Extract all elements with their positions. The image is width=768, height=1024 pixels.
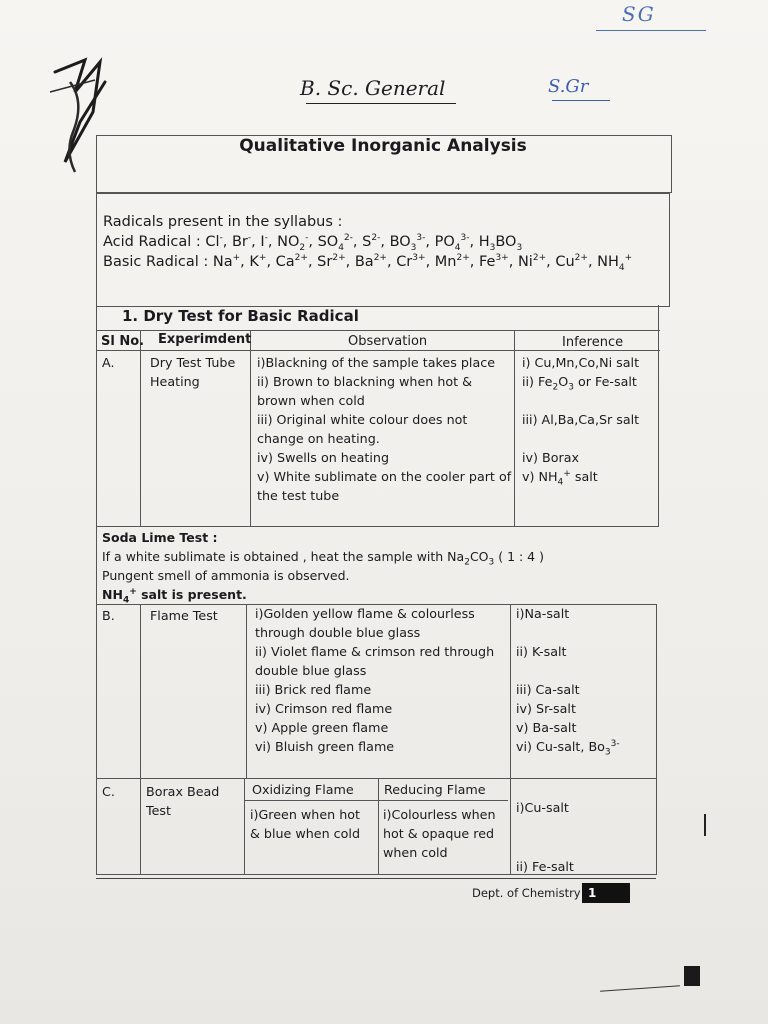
text-line: Soda Lime Test : [102,530,218,545]
text-line: If a white sublimate is obtained , heat the sample with $Na_2CO_3$ ( 1 : 4 ) [102,549,544,568]
header-inference: Inference [562,335,624,350]
row-c-inference-1: i)Cu-salt [516,800,569,815]
basic-radical-label: Basic Radical : [103,254,213,270]
oxidizing-flame-header: Oxidizing Flame [252,782,354,797]
section-heading: 1. Dry Test for Basic Radical [122,307,359,325]
radical-ion: $SO_4^{2-}$ [317,233,353,253]
text-line: v) Apple green flame [255,720,389,735]
text-line [516,661,620,680]
table-rule [96,305,97,875]
table-rule [246,604,247,778]
radical-ion: Br- [231,233,252,250]
table-rule [140,330,141,526]
table-rule [250,330,251,526]
table-rule [244,800,508,801]
soda-lime-test [102,528,544,604]
radical-ion: $H_3BO_3$ [478,234,523,253]
text-line: $NH_4^+$ salt is present. [102,586,247,606]
text-line: v) Ba-salt [516,720,577,735]
pen-mark [600,985,680,992]
text-line: v) White sublimate on the cooler part of [257,469,512,484]
text-line: i) Cu,Mn,Co,Ni salt [522,355,640,370]
text-line [522,391,639,410]
row-c-experiment [146,782,219,820]
acid-radical-label: Acid Radical : [103,234,206,250]
radical-ion: K+ [249,253,267,270]
handwritten-underline [552,100,610,101]
text-line: ii) Violet flame & crimson red through [255,644,495,659]
footer-department: Dept. of Chemistry [472,886,581,900]
document-title: Qualitative Inorganic Analysis [239,136,527,156]
basic-radical-list: Na+, K+, $Ca^{2+}$, $Sr^{2+}$, $Ba^{2+}$, $Cr^{3+}$, $Mn^{2+}$, $Fe^{3+}$, $Ni^{2+}$, $Cu^{2+}$, $NH_4^+$ [212,253,633,273]
pen-mark [704,814,706,836]
row-b-experiment [150,606,218,625]
text-line: double blue glass [255,663,367,678]
radical-ion: I- [260,233,268,250]
handwritten-signature: S.Gr [548,76,589,97]
radical-ion: $PO_4^{3-}$ [434,233,470,253]
radical-ion: $Cr^{3+}$ [396,253,426,270]
text-line: iii) Al,Ba,Ca,Sr salt [522,412,640,427]
text-line: the test tube [257,488,340,503]
radical-ion: Cl- [205,233,223,250]
table-rule [244,778,245,874]
text-line: through double blue glass [255,625,421,640]
table-rule [514,330,515,526]
row-b-inference [516,604,620,756]
binder-clip-mark [684,966,700,986]
radical-ion: $Ni^{2+}$ [517,253,547,270]
row-a-observation [257,353,511,505]
handwritten-course-title: B. Sc. General [300,76,446,100]
footer-rule [96,878,656,879]
radical-ion: $Sr^{2+}$ [317,253,346,270]
table-rule [510,604,511,874]
radical-ion: Na+ [212,253,241,270]
radical-ion: $S^{2-}$ [362,233,381,250]
text-line: i)Colourless when [383,807,496,822]
table-rule [658,305,659,527]
table-rule [378,778,379,874]
text-line: i)Green when hot [250,807,361,822]
radical-ion: $NO_2^-$ [277,233,309,253]
radical-ion: $Fe^{3+}$ [478,253,509,270]
text-line: iii) Brick red flame [255,682,372,697]
text-line [522,429,639,448]
row-a-sl: A. [102,355,115,370]
text-line: iv) Crimson red flame [255,701,393,716]
handwritten-underline [306,103,456,104]
row-b-sl: B. [102,608,115,623]
row-c-inference-2: ii) Fe-salt [516,859,574,874]
text-line: vi) Cu-salt, $Bo_3^{3-}$ [516,738,620,758]
table-rule [140,604,141,874]
text-line: Dry Test Tube [150,355,236,370]
radical-ion: $BO_3^{3-}$ [389,233,426,253]
text-line: vi) Bluish green flame [255,739,395,754]
basic-radical-line [103,252,632,272]
text-line: iv) Borax [522,450,579,465]
text-line: v) $NH_4^+$ salt [522,468,598,488]
header-observation: Observation [348,334,428,349]
text-line: Heating [150,374,200,389]
header-sl-no: Sl No. [101,334,145,349]
radical-ion: $Cu^{2+}$ [555,253,588,270]
radical-ion: $Ba^{2+}$ [354,253,387,270]
text-line: iii) Ca-salt [516,682,580,697]
row-c-sl: C. [102,784,115,799]
row-a-experiment [150,353,235,391]
radical-ion: $Mn^{2+}$ [434,253,470,270]
row-c-oxidizing [250,805,360,843]
text-line: Flame Test [150,608,218,623]
text-line: Borax Bead [146,784,220,799]
text-line: Test [146,803,171,818]
text-line [516,623,620,642]
text-line: ii) $Fe_2O_3$ or Fe-salt [522,374,637,393]
text-line: ii) K-salt [516,644,567,659]
table-rule [96,526,658,527]
acid-radical-list: Cl-, Br-, I-, $NO_2^-$, $SO_4^{2-}$, $S^{2-}$, $BO_3^{3-}$, $PO_4^{3-}$, $H_3BO_3$ [205,233,523,253]
handwritten-underline [596,30,706,31]
text-line: i)Golden yellow flame & colourless [255,606,475,621]
handwritten-initials-top: SG [622,2,656,26]
text-line: brown when cold [257,393,365,408]
text-line: Pungent smell of ammonia is observed. [102,568,350,583]
text-line: & blue when cold [250,826,360,841]
table-rule [96,778,656,779]
header-experiment: Experimdent [158,332,252,347]
text-line: iii) Original white colour does not [257,412,468,427]
text-line: change on heating. [257,431,380,446]
text-line: iv) Sr-salt [516,701,576,716]
row-c-reducing [383,805,496,862]
text-line: i)Na-salt [516,606,570,621]
page-number: 1 [582,883,630,903]
text-line: when cold [383,845,448,860]
row-a-inference [522,353,639,486]
reducing-flame-header: Reducing Flame [384,782,486,797]
syllabus-heading: Radicals present in the syllabus : [103,214,343,230]
text-line: i)Blackning of the sample takes place [257,355,496,370]
radical-ion: $Ca^{2+}$ [275,253,308,270]
radical-ion: $NH_4^+$ [597,253,633,273]
row-b-observation [255,604,494,756]
text-line: iv) Swells on heating [257,450,389,465]
acid-radical-line [103,232,632,252]
text-line: ii) Brown to blackning when hot & [257,374,473,389]
table-rule [656,604,657,875]
text-line: hot & opaque red [383,826,495,841]
syllabus-block [103,212,632,272]
